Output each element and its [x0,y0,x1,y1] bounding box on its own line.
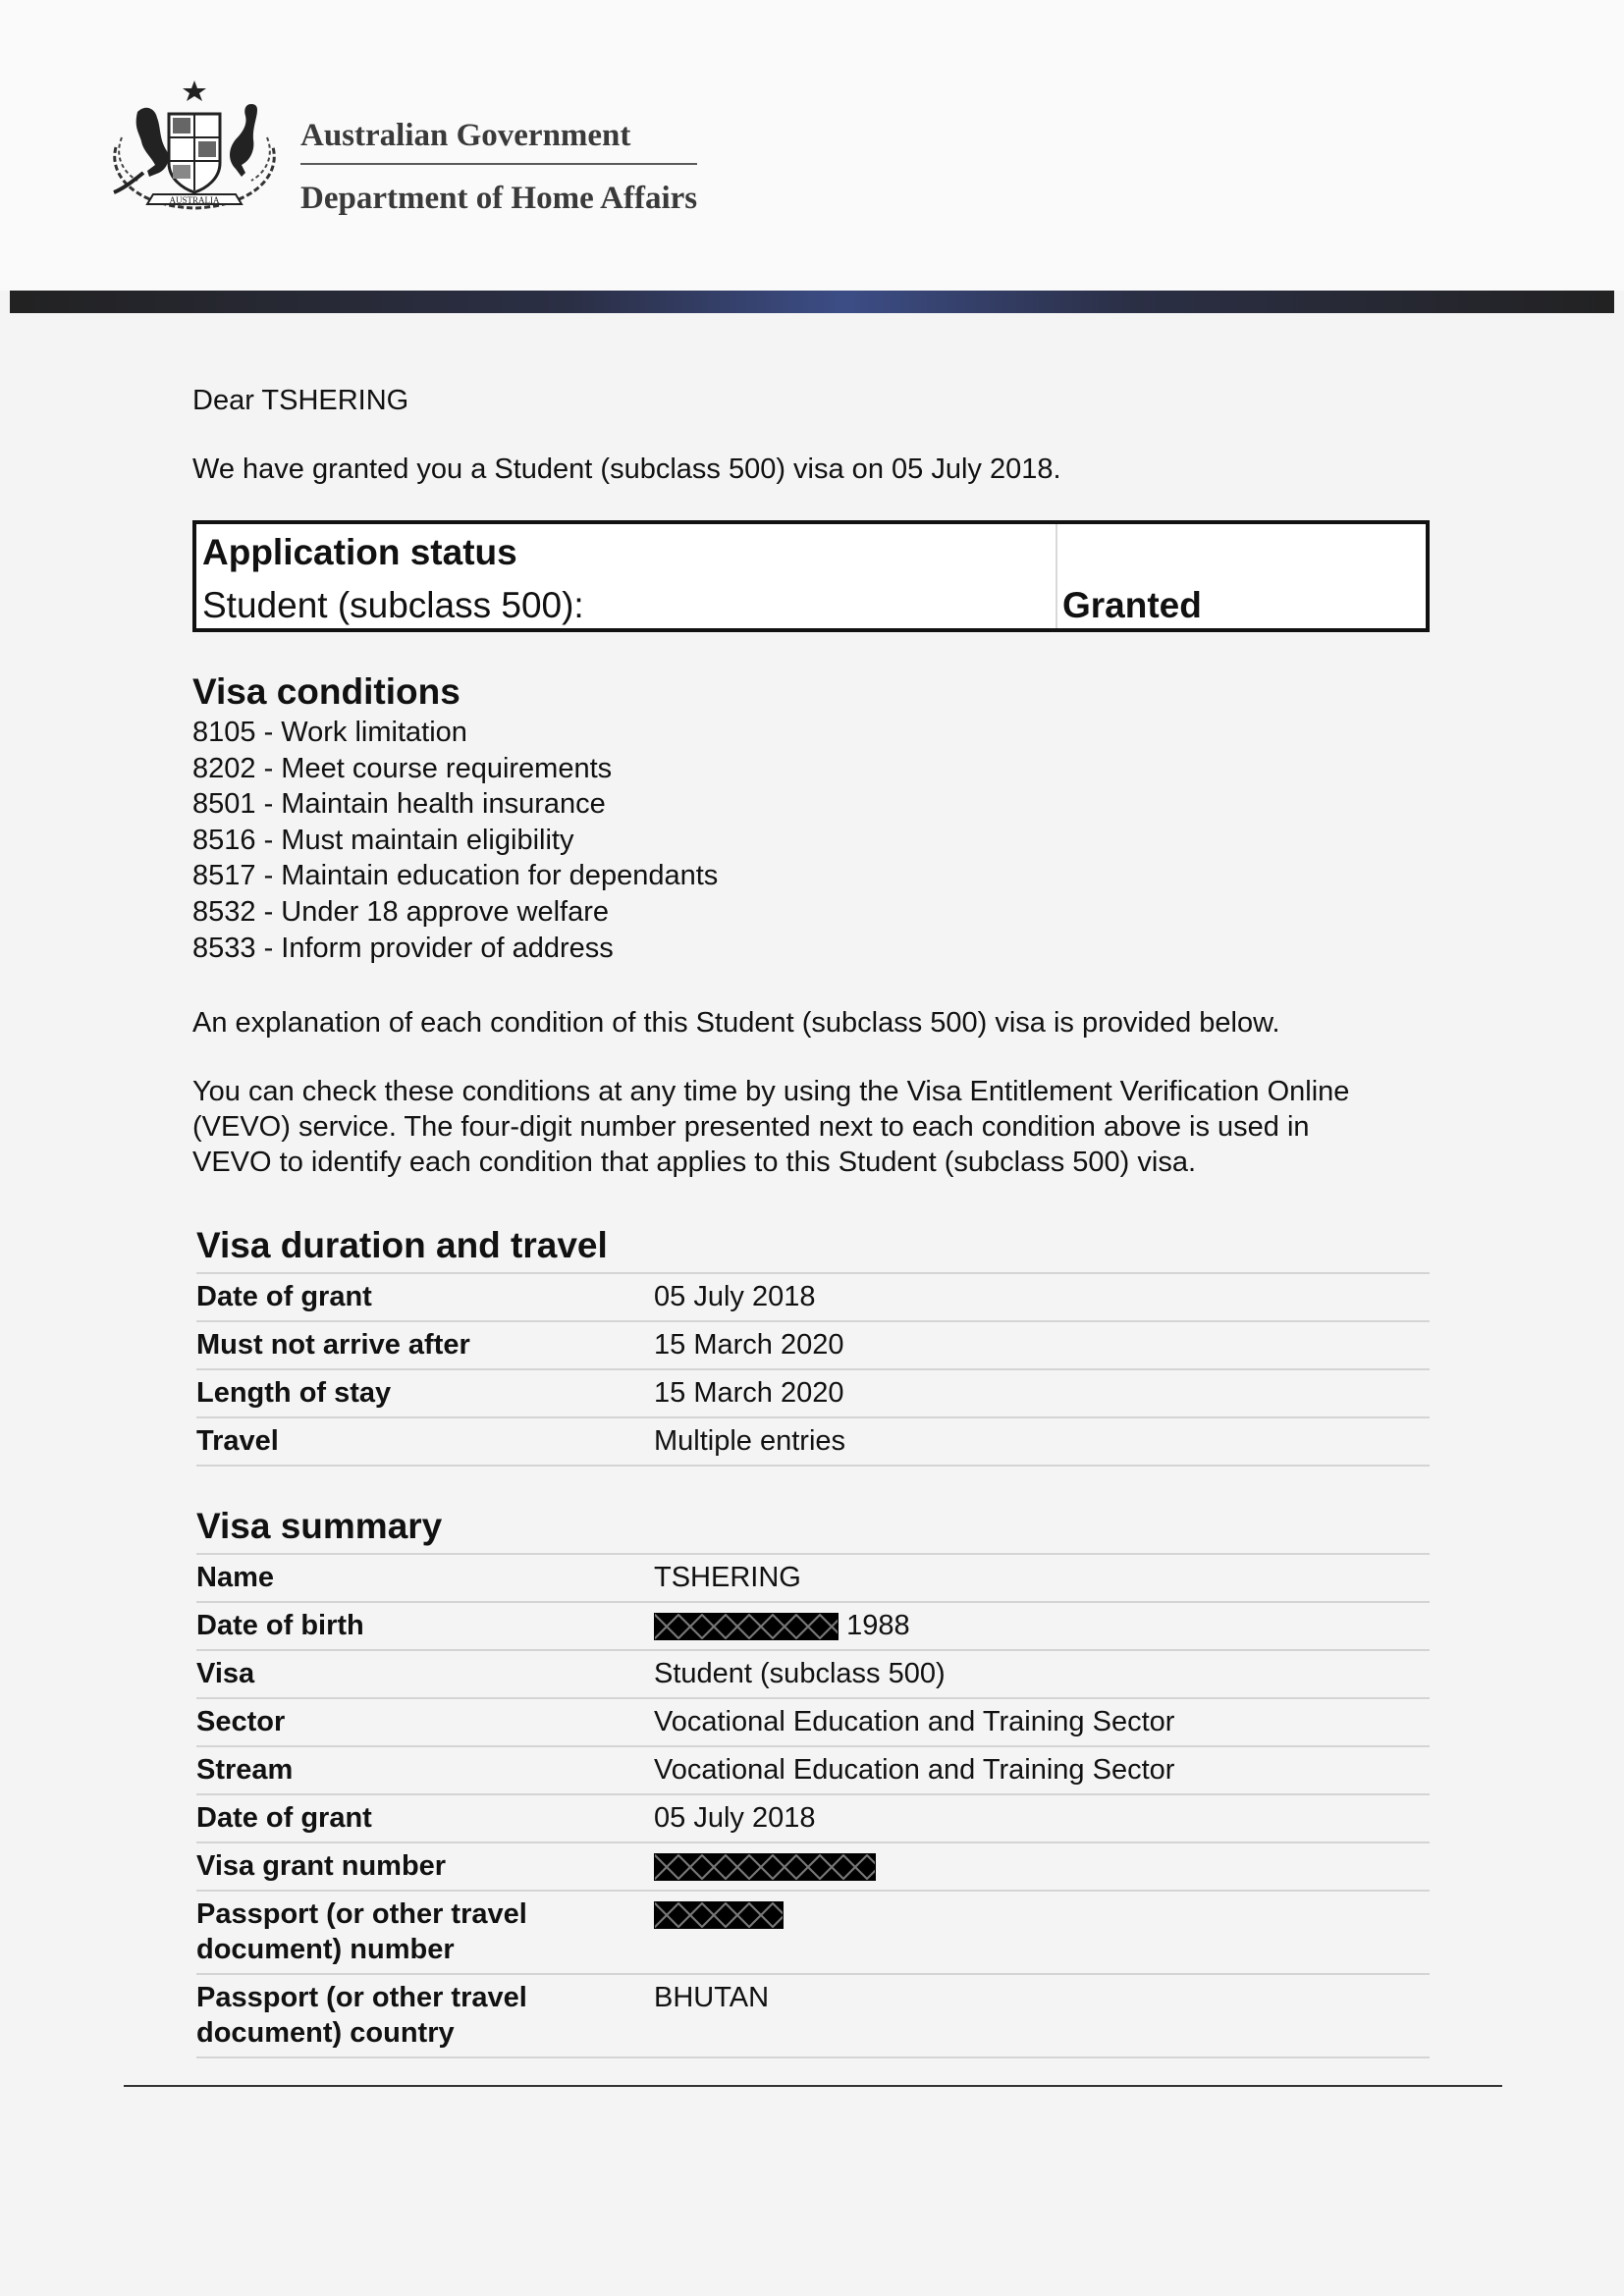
row-value: Vocational Education and Training Sector [654,1754,1175,1786]
redacted-block [654,1613,839,1640]
row-value: Student (subclass 500) [654,1658,946,1689]
visa-duration-heading: Visa duration and travel [196,1225,608,1265]
table-row [196,1842,1430,1891]
table-row [196,1417,1430,1466]
row-label: Visa grant number [196,1850,447,1882]
row-value: 05 July 2018 [654,1281,816,1312]
condition-item: 8516 - Must maintain eligibility [192,824,574,856]
conditions-explanation: An explanation of each condition of this Student (subclass 500) visa is provided below. [192,1007,1280,1039]
row-label [196,1974,654,2057]
row-label: Sector [196,1706,286,1737]
status-title: Application status [202,532,517,572]
row-label [196,1891,654,1974]
table-row [196,1794,1430,1842]
label-line: Passport (or other travel [196,1982,527,2013]
condition-item: 8202 - Meet course requirements [192,752,613,784]
redacted-block [654,1853,876,1881]
row-label: Length of stay [196,1377,392,1409]
condition-item: 8105 - Work limitation [192,717,467,748]
label-line: Passport (or other travel [196,1898,527,1930]
row-value: BHUTAN [654,1982,770,2013]
row-value: 05 July 2018 [654,1802,816,1834]
row-value [654,1842,1430,1891]
row-label: Date of birth [196,1610,364,1641]
table-row [196,1321,1430,1369]
table-row [196,1891,1430,1974]
status-divider [1056,524,1057,628]
visa-summary-section [196,1504,1430,2058]
table-row [196,1698,1430,1746]
vevo-line: VEVO to identify each condition that applies to this Student (subclass 500) visa. [192,1147,1197,1178]
condition-item: 8532 - Under 18 approve welfare [192,895,609,928]
row-value [654,1602,1430,1650]
visa-conditions-heading: Visa conditions [192,671,460,712]
row-value: Vocational Education and Training Sector [654,1706,1175,1737]
vevo-line: You can check these conditions at any time by using the Visa Entitlement Verification Online [192,1076,1350,1107]
row-label: Stream [196,1754,294,1786]
row-value: TSHERING [654,1562,801,1593]
footer-divider [124,2085,1502,2087]
government-name: Australian Government [300,118,631,153]
visa-summary-heading: Visa summary [196,1506,443,1546]
row-value: 15 March 2020 [654,1329,844,1361]
table-row [196,1369,1430,1417]
row-label: Travel [196,1425,279,1457]
table-row [196,1602,1430,1650]
crest-scroll-text: AUSTRALIA [169,195,220,205]
row-label: Date of grant [196,1802,372,1834]
status-value: Granted [1062,585,1202,625]
header-band [10,291,1614,313]
australian-coat-of-arms-icon [98,79,291,216]
label-line: document) country [196,2017,455,2049]
redacted-block [654,1901,784,1929]
letterhead [0,0,1624,291]
row-value: 15 March 2020 [654,1377,844,1409]
row-value: Multiple entries [654,1425,846,1457]
row-label: Name [196,1562,274,1593]
birth-year: 1988 [846,1610,910,1641]
row-label: Must not arrive after [196,1329,470,1361]
vevo-line: (VEVO) service. The four-digit number presented next to each condition above is used in [192,1111,1310,1143]
condition-item: 8533 - Inform provider of address [192,932,614,964]
status-visa: Student (subclass 500): [202,585,584,625]
condition-item: 8517 - Maintain education for dependants [192,860,719,892]
visa-summary-table [196,1553,1430,2058]
agency-name [300,112,697,222]
salutation: Dear TSHERING [192,385,409,416]
visa-duration-section [196,1223,1430,1467]
row-label: Visa [196,1658,255,1689]
visa-duration-table [196,1272,1430,1467]
condition-item: 8501 - Maintain health insurance [192,788,606,821]
table-row [196,1650,1430,1698]
agency-divider [300,163,697,165]
row-label: Date of grant [196,1281,372,1312]
department-name: Department of Home Affairs [300,181,698,216]
application-status-box [192,520,1430,632]
table-row [196,1554,1430,1602]
row-value [654,1891,1430,1974]
table-row [196,1273,1430,1321]
grant-intro: We have granted you a Student (subclass 500) visa on 05 July 2018. [192,454,1061,485]
label-line: document) number [196,1934,455,1965]
table-row [196,1974,1430,2057]
vevo-paragraph [192,1074,1449,1180]
table-row [196,1746,1430,1794]
visa-conditions-list [192,715,718,966]
